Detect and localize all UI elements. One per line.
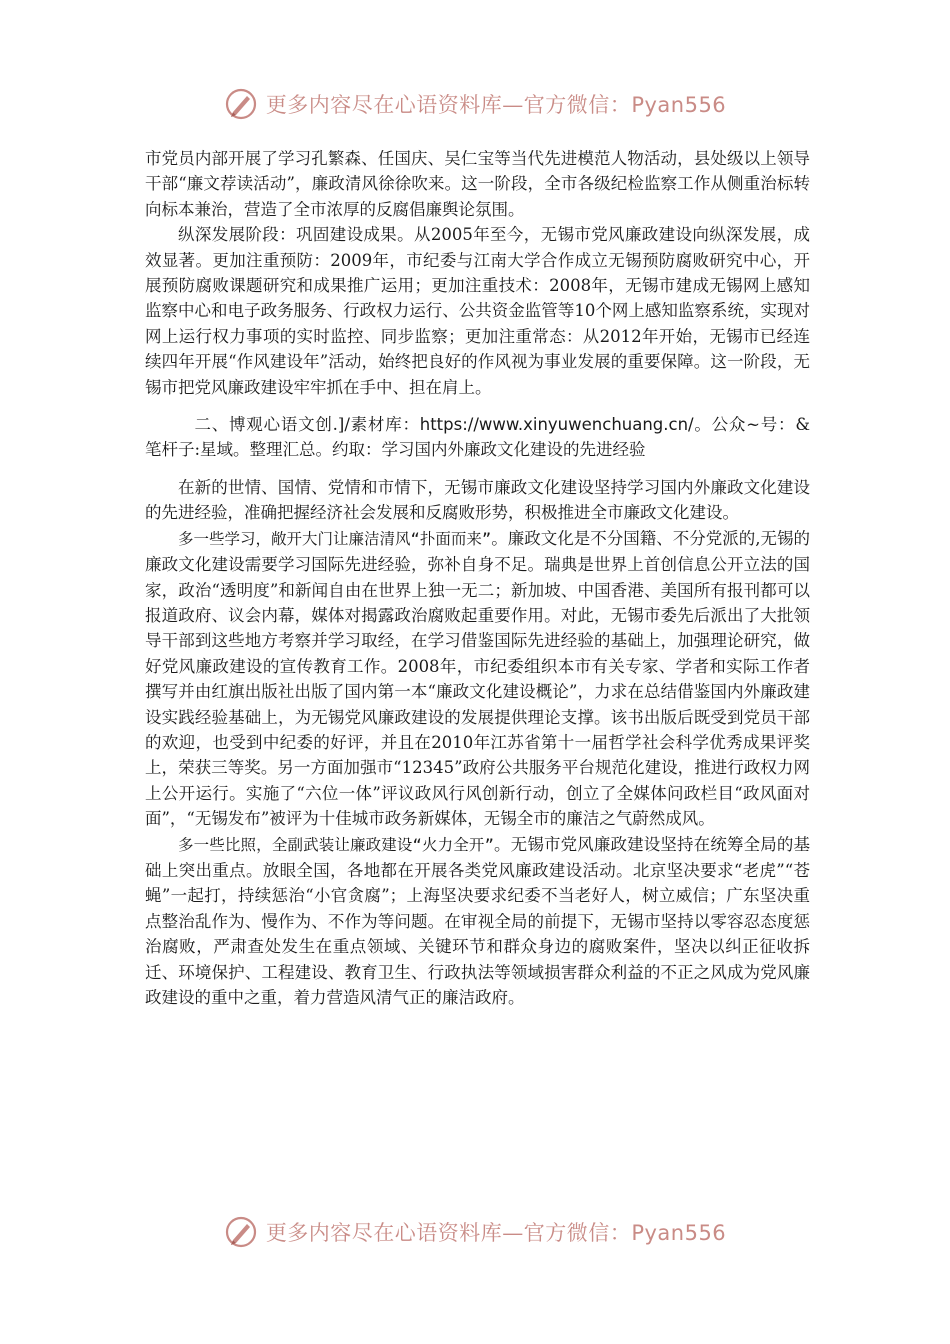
pen-nib-icon: [224, 87, 258, 121]
footer-banner: [0, 1212, 950, 1252]
paragraph: 在新的世情、国情、党情和市情下，无锡市廉政文化建设坚持学习国内外廉政文化建设的先进经验，准确把握经济社会发展和反腐败形势，积极推进全市廉政文化建设。: [145, 477, 810, 523]
paragraph-lead: 多一些学习，敞开大门让廉洁清风“扑面而来”: [178, 529, 492, 548]
paragraph-lead: 多一些比照，全副武装让廉政建设“火力全开”: [178, 835, 494, 854]
document-body: [145, 146, 810, 1010]
banner-text: 更多内容尽在心语资料库—官方微信：Pyan556: [265, 1221, 727, 1245]
paragraph: 市党员内部开展了学习孔繁森、任国庆、吴仁宝等当代先进模范人物活动，县处级以上领导干部“廉文荐读活动”，廉政清风徐徐吹来。这一阶段，全市各级纪检监察工作从侧重治标转向标本兼治，营造了全市浓厚的反腐倡廉舆论氛围。: [145, 149, 810, 219]
banner-text: 更多内容尽在心语资料库—官方微信：Pyan556: [265, 93, 727, 117]
source-link[interactable]: https://www.xinyuwenchuang.cn/: [419, 415, 694, 435]
wechat-id: Pyan556: [631, 93, 727, 117]
paragraph: 多一些学习，敞开大门让廉洁清风“扑面而来”。廉政文化是不分国籍、不分党派的,无锡的廉政文化建设需要学习国际先进经验，弥补自身不足。瑞典是世界上首创信息公开立法的国家，政治“透明度”和新闻自由在世界上独一无二；新加坡、中国香港、美国所有报刊都可以报道政府、议会内幕，媒体对揭露政治腐败起重要作用。对此，无锡市委先后派出了大批领导干部到这些地方考察并学习取经，在学习借鉴国际先进经验的基础上，加强理论研究，做好党风廉政建设的宣传教育工作。2008年，市纪委组织本市有关专家、学者和实际工作者撰写并由红旗出版社出版了国内第一本“廉政文化建设概论”，力求在总结借鉴国内外廉政建设实践经验基础上，为无锡党风廉政建设的发展提供理论支撑。该书出版后既受到党员干部的欢迎，也受到中纪委的好评，并且在2010年江苏省第十一届哲学社会科学优秀成果评奖上，荣获三等奖。另一方面加强市“12345”政府公共服务平台规范化建设，推进行政权力网上公开运行。实施了“六位一体”评议政风行风创新行动，创立了全媒体问政栏目“政风面对面”，“无锡发布”被评为十佳城市政务新媒体，无锡全市的廉洁之气蔚然成风。: [145, 528, 811, 829]
section-heading: 二、博观心语文创.]/素材库：https://www.xinyuwenchuang.cn/。公众~号：&笔杆子:星域。整理汇总。约取：学习国内外廉政文化建设的先进经验: [145, 415, 811, 460]
paragraph: 多一些比照，全副武装让廉政建设“火力全开”。无锡市党风廉政建设坚持在统筹全局的基础上突出重点。放眼全国，各地都在开展各类党风廉政建设活动。北京坚决要求“老虎”“苍蝇”一起打，持续惩治“小官贪腐”；上海坚决要求纪委不当老好人，树立威信；广东坚决重点整治乱作为、慢作为、不作为等问题。在审视全局的前提下，无锡市坚持以零容忍态度惩治腐败，严肃查处发生在重点领域、关键环节和群众身边的腐败案件，坚决以纠正征收拆迁、环境保护、工程建设、教育卫生、行政执法等领域损害群众利益的不正之风成为党风廉政建设的重中之重，着力营造风清气正的廉洁政府。: [145, 834, 811, 1007]
paragraph: 纵深发展阶段：巩固建设成果。从2005年至今，无锡市党风廉政建设向纵深发展，成效显著。更加注重预防：2009年，市纪委与江南大学合作成立无锡预防腐败研究中心，开展预防腐败课题研究和成果推广运用；更加注重技术：2008年，无锡市建成无锡网上感知监察中心和电子政务服务、行政权力运行、公共资金监管等10个网上感知监察系统，实现对网上运行权力事项的实时监控、同步监察；更加注重常态：从2012年开始，无锡市已经连续四年开展“作风建设年”活动，始终把良好的作风视为事业发展的重要保障。这一阶段，无锡市把党风廉政建设牢牢抓在手中、担在肩上。: [145, 225, 810, 397]
wechat-id: Pyan556: [631, 1221, 727, 1245]
pen-nib-icon: [224, 1215, 258, 1249]
header-banner: [0, 84, 950, 124]
